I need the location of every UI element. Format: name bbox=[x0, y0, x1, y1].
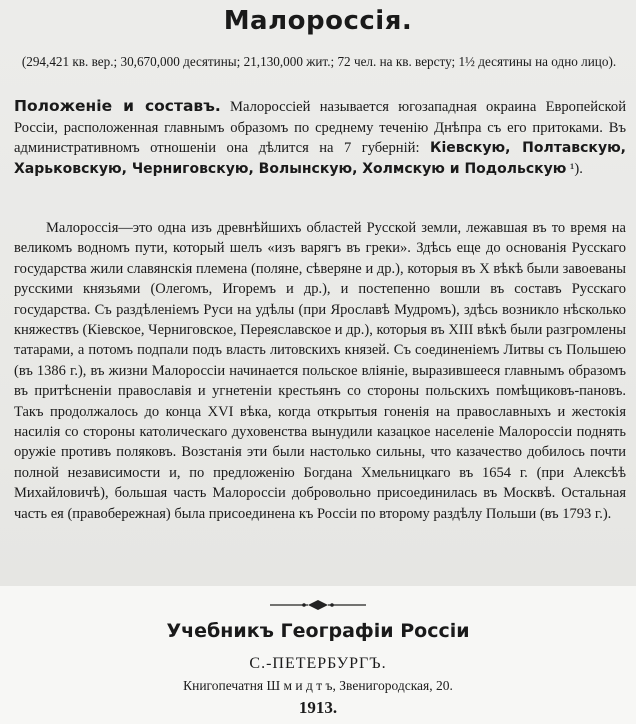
body-paragraph: Малороссія—это одна изъ древнѣйшихъ областей Русской земли, лежавшая въ то время на великомъ водномъ пути, который шелъ «изъ варягъ въ греки». Здѣсь еще до основанія Русскаго государства жили славянскія племена (поляне, сѣверяне и др.), которыя въ X вѣкѣ были завоеваны русскими князьями (Олегомъ, Игоремъ и др.), и постепенно вошли въ составъ Русскаго государства. Съ раздѣленіемъ Руси на удѣлы (при Ярославѣ Мудромъ), здѣсь возникло нѣсколько княжествъ (Кіевское, Черниговское, Переяславское и др.), которыя въ XIII вѣкѣ были разгромлены татарами, а потомъ подпали подъ власть литовскихъ князей. Съ соединеніемъ Литвы съ Польшею (въ 1386 г.), въ жизни Малороссіи начинается польское вліяніе, выразившееся главнымъ образомъ въ притѣсненіи православія и угнетеніи крестьянъ со стороны польскихъ помѣщиковъ-пановъ. Такъ продолжалось до конца XVI вѣка, когда открытыя гоненія на православныхъ и жестокія насилія со стороны католическаго духовенства вынудили казацкое населеніе Малороссіи поднять оружіе противъ поляковъ. Возстанія эти были настолько сильны, что казачество добилось почти полной независимости и, по предложенію Богдана Хмельницкаго въ 1654 г. (при Алексѣѣ Михайловичѣ), большая часть Малороссіи добровольно присоединилась въ Москвѣ. Остальная часть ея (правобережная) была присоединена къ Россіи по второму раздѣлу Польши (въ 1793 г.). bbox=[14, 220, 626, 522]
section-heading: Положеніе и составъ. bbox=[14, 97, 221, 115]
printer-line: Книгопечатня Ш м и д т ъ, Звенигородская, 20. bbox=[183, 678, 453, 693]
footnote-mark: ¹). bbox=[566, 160, 583, 177]
section-paragraph bbox=[14, 96, 626, 179]
ornament-divider-icon bbox=[268, 598, 368, 612]
book-title: Учебникъ Географіи Россіи bbox=[166, 620, 470, 642]
publication-city: С.-ПЕТЕРБУРГЪ. bbox=[249, 655, 387, 672]
page-title: Малороссія. bbox=[223, 6, 413, 36]
provinces-list: Кіевскую, Полтавскую, Харьковскую, Черниговскую, Волынскую, Холмскую и Подольскую bbox=[14, 140, 626, 177]
publication-year: 1913. bbox=[298, 698, 338, 717]
statistics-line: (294,421 кв. вер.; 30,670,000 десятины; 21,130,000 жит.; 72 чел. на кв. версту; 1½ десятины на одно лицо). bbox=[21, 54, 617, 69]
section-text: Малороссіей называется югозападная окраина Европейской Россіи, расположенная главнымъ образомъ по среднему теченію Днѣпра съ его притоками. Въ административномъ отношеніи она дѣлится на 7 губерній: bbox=[14, 99, 627, 156]
